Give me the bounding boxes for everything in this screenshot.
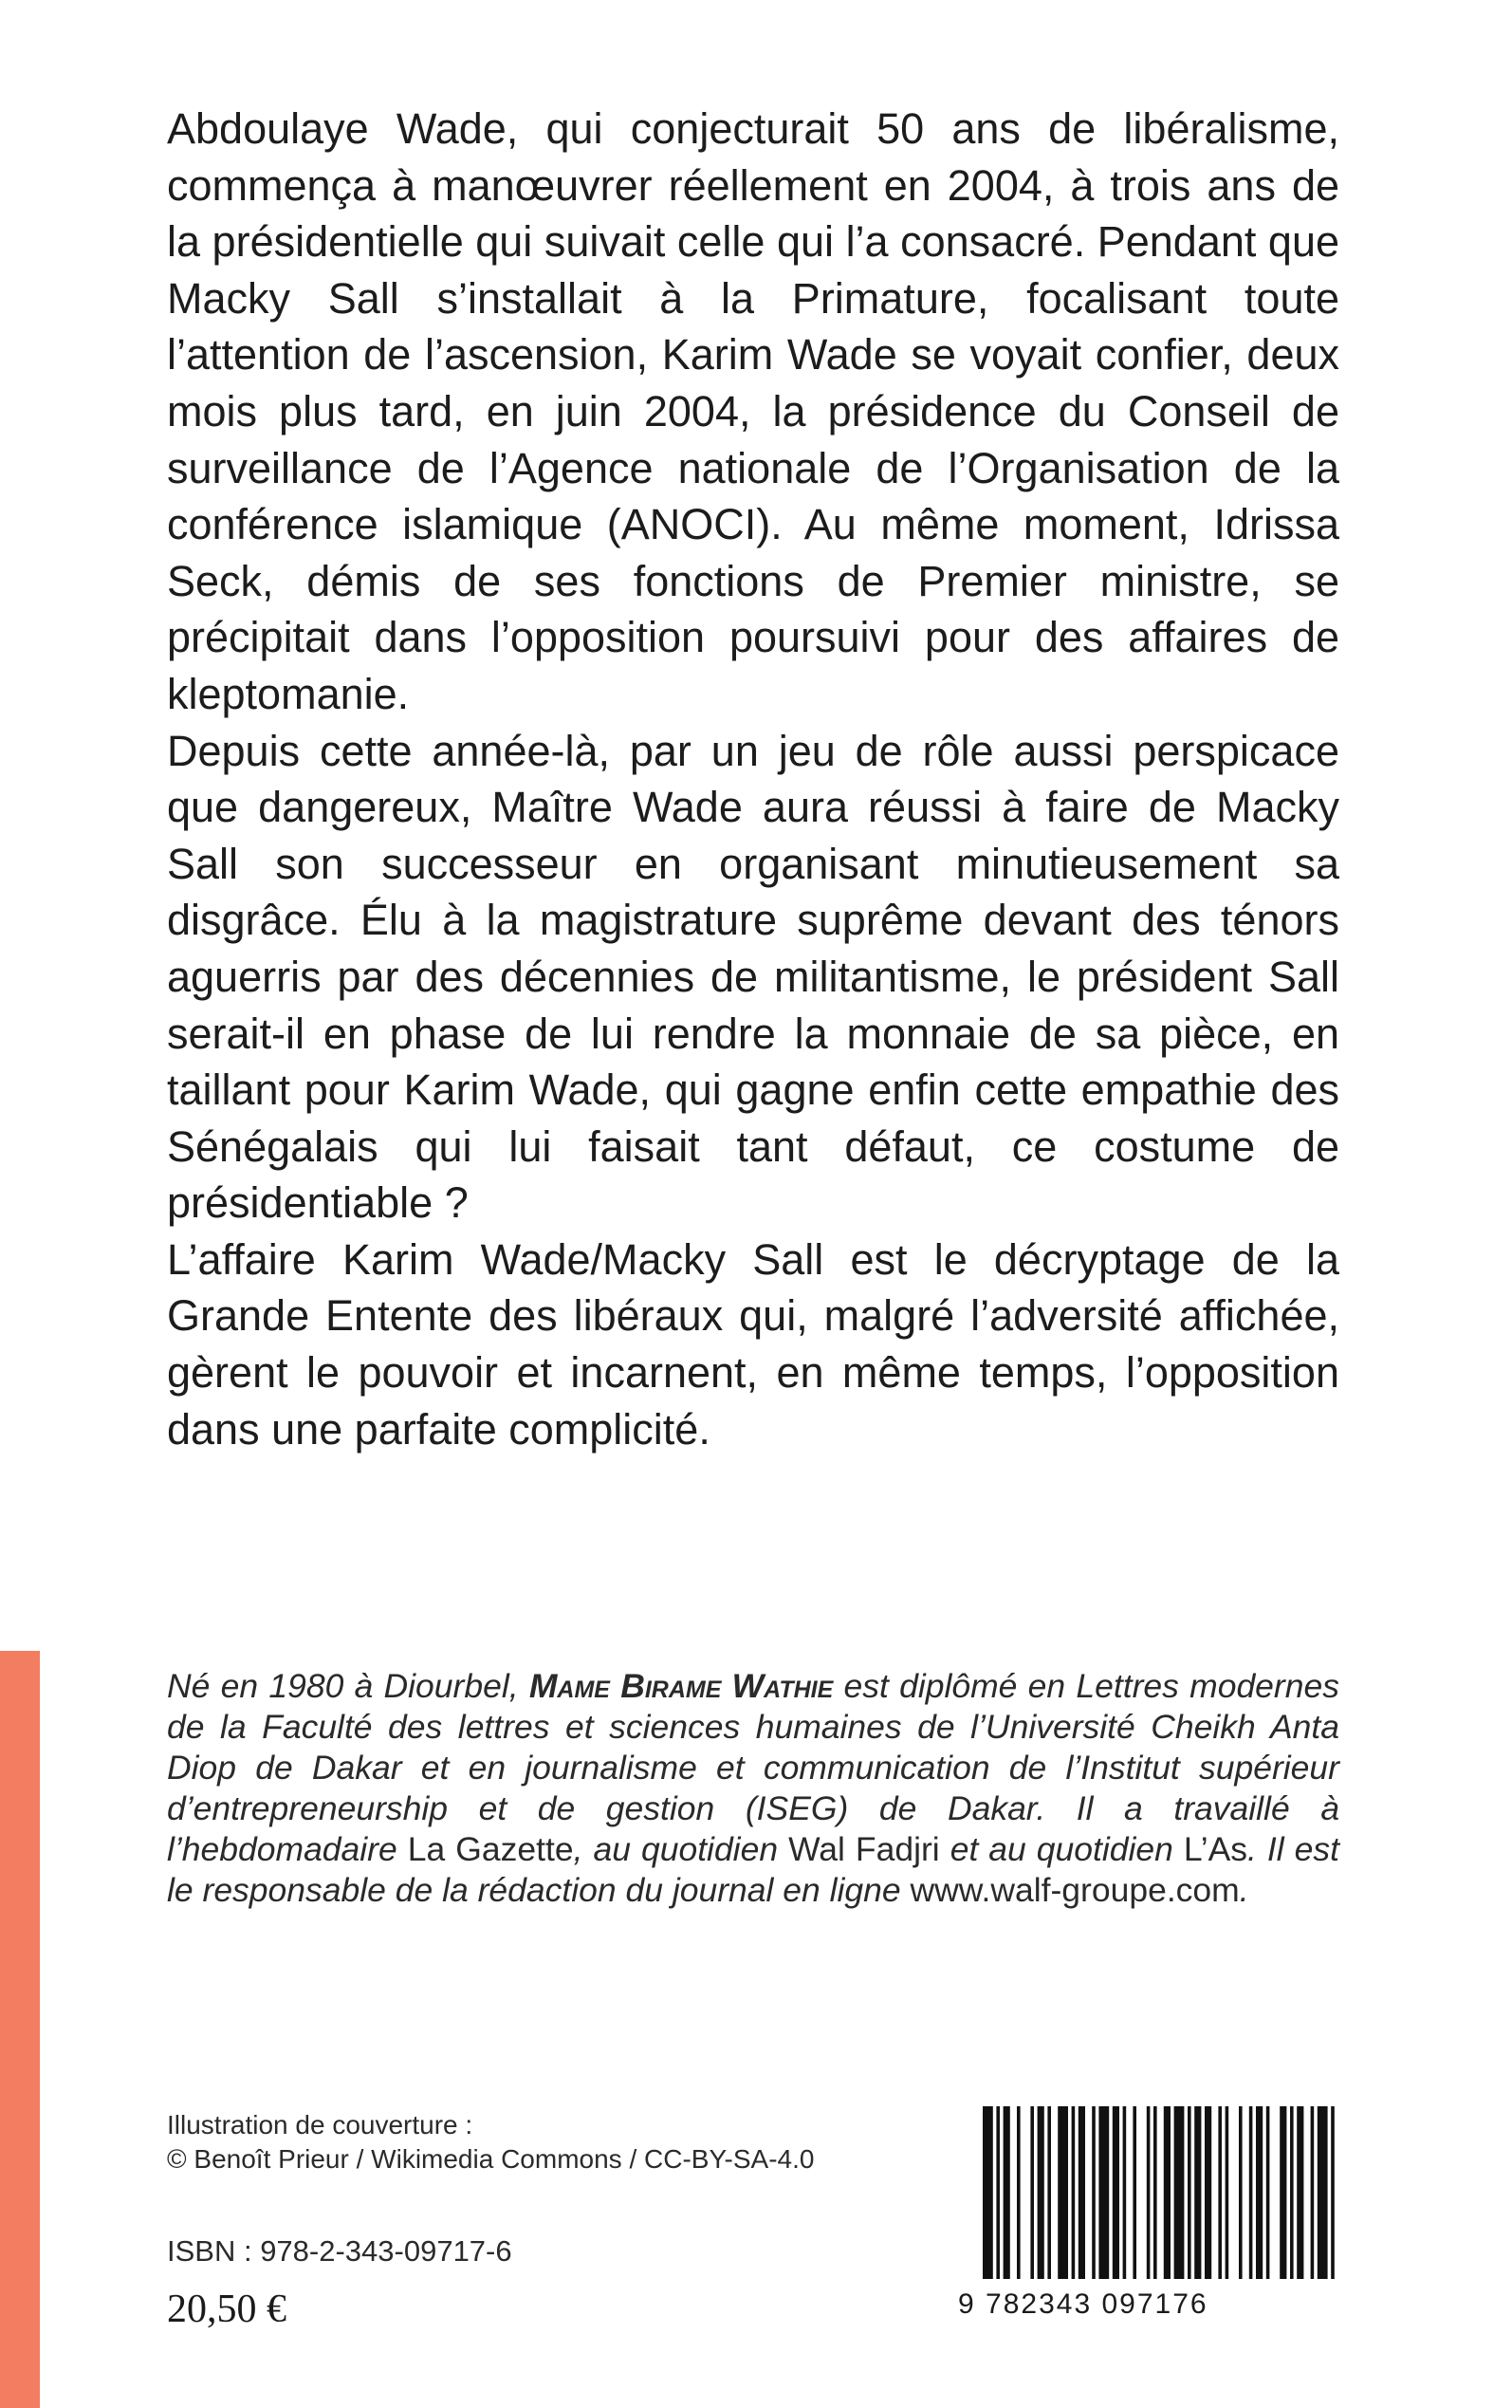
barcode-bar: [1072, 2106, 1076, 2279]
barcode-bar: [1256, 2106, 1263, 2279]
isbn-text: ISBN : 978-2-343-09717-6: [167, 2234, 512, 2268]
barcode-bar: [1218, 2106, 1222, 2279]
barcode-bar: [1290, 2106, 1294, 2279]
barcode-bar: [1017, 2106, 1021, 2279]
bio-text: .: [1239, 1871, 1249, 1909]
barcode-bar: [1249, 2106, 1253, 2279]
barcode-bar: [1123, 2106, 1127, 2279]
barcode-bar: [1280, 2106, 1286, 2279]
barcode-bar: [1194, 2106, 1201, 2279]
barcode-bar: [1047, 2106, 1051, 2279]
bio-text: . Il est le responsable de la rédaction du journal en ligne: [167, 1830, 1340, 1909]
barcode-bar: [1092, 2106, 1096, 2279]
barcode-bar: [1266, 2106, 1270, 2279]
credits-line: Illustration de couverture :: [167, 2110, 473, 2139]
website-text: www.walf-groupe.com: [910, 1871, 1240, 1909]
bio-text: est diplômé en Lettres modernes de la Faculté des lettres et sciences humaines de l’Université Cheikh Anta Diop de Dakar et en journalisme et communication de l’Institut supérieur d’entrepreneurship et de gestion (ISEG) de Dakar. Il a travaillé à l’hebdomadaire: [167, 1667, 1339, 1868]
blurb-paragraph: Abdoulaye Wade, qui conjecturait 50 ans de libéralisme, commença à manœuvrer réellement en 2004, à trois ans de la présidentielle qui suivait celle qui l’a consacré. Pendant que Macky Sall s’installait à la Primature, focalisant toute l’attention de l’ascension, Karim Wade se voyait confier, deux mois plus tard, en juin 2004, la présidence du Conseil de surveillance de l’Agence nationale de l’Organisation de la conférence islamique (ANOCI). Au même moment, Idrissa Seck, démis de ses fonctions de Premier ministre, se précipitait dans l’opposition poursuivi pour des affaires de kleptomanie.: [167, 104, 1339, 718]
newspaper-title: L’As: [1183, 1830, 1248, 1868]
barcode-bar: [1147, 2106, 1151, 2279]
barcode-bar: [1133, 2106, 1136, 2279]
barcode-bar: [1038, 2106, 1044, 2279]
credits-line: © Benoît Prieur / Wikimedia Commons / CC-BY-SA-4.0: [167, 2144, 815, 2174]
cover-credits: [167, 2108, 926, 2176]
author-bio: [167, 1666, 1339, 1911]
barcode-bar: [1113, 2106, 1119, 2279]
barcode-bar: [1004, 2106, 1010, 2279]
barcode-bar: [1331, 2106, 1335, 2279]
barcode-bar: [1030, 2106, 1034, 2279]
barcode-bar: [1174, 2106, 1185, 2279]
accent-side-band: [0, 1651, 40, 2408]
barcode-bar: [1205, 2106, 1211, 2279]
barcode-bar: [1188, 2106, 1191, 2279]
barcode-bar: [1098, 2106, 1109, 2279]
barcode-bar: [1164, 2106, 1171, 2279]
price-text: 20,50 €: [167, 2288, 286, 2331]
bio-text: et au quotidien: [939, 1830, 1184, 1868]
blurb-paragraph: L’affaire Karim Wade/Macky Sall est le décryptage de la Grande Entente des libéraux qui, malgré l’adversité affichée, gèrent le pouvoir et incarnent, en même temps, l’opposition dans une parfaite complicité.: [167, 1234, 1339, 1454]
barcode-bar: [1318, 2106, 1328, 2279]
back-cover-blurb: [167, 101, 1339, 1457]
barcode-bar: [1079, 2106, 1085, 2279]
barcode-bar: [1058, 2106, 1068, 2279]
barcode-digits: 9 782343 097176: [958, 2288, 1208, 2320]
barcode-bar: [1153, 2106, 1157, 2279]
bio-text: , au quotidien: [573, 1830, 789, 1868]
newspaper-title: Wal Fadjri: [788, 1830, 940, 1868]
bio-text: Né en 1980 à Diourbel,: [167, 1667, 529, 1705]
barcode-bars: [981, 2106, 1341, 2287]
newspaper-title: La Gazette: [407, 1830, 574, 1868]
barcode-bar: [1311, 2106, 1315, 2279]
barcode-bar: [996, 2106, 1000, 2279]
blurb-paragraph: Depuis cette année-là, par un jeu de rôle aussi perspicace que dangereux, Maître Wade aura réussi à faire de Macky Sall son successeur en organisant minutieusement sa disgrâce. Élu à la magistrature suprême devant des ténors aguerris par des décennies de militantisme, le président Sall serait-il en phase de lui rendre la monnaie de sa pièce, en taillant pour Karim Wade, qui gagne enfin cette empathie des Sénégalais qui lui faisait tant défaut, ce costume de présidentiable ?: [167, 726, 1339, 1228]
barcode-bar: [1297, 2106, 1303, 2279]
barcode-bar: [983, 2106, 993, 2279]
author-name: Mame Birame Wathie: [528, 1667, 834, 1705]
barcode: [958, 2106, 1341, 2325]
barcode-bar: [1239, 2106, 1243, 2279]
barcode-bar: [1226, 2106, 1229, 2279]
